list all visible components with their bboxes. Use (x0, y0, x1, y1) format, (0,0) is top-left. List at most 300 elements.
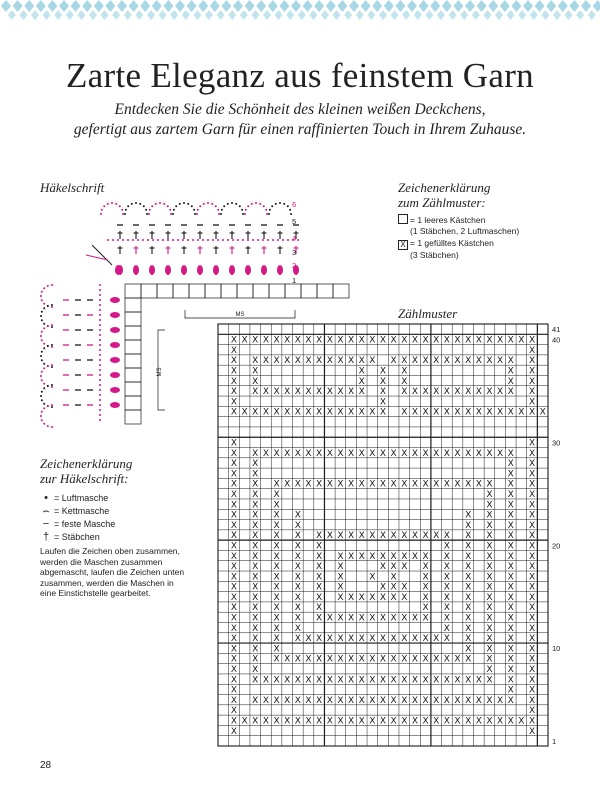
filled-cell: X (347, 634, 355, 645)
filled-cell: X (294, 572, 301, 583)
filled-cell: X (528, 716, 536, 727)
filled-cell: X (369, 335, 376, 346)
filled-cell: X (465, 510, 472, 521)
filled-cell: X (401, 695, 408, 706)
filled-cell: X (486, 448, 493, 459)
filled-cell: X (358, 531, 365, 542)
filled-cell: X (507, 695, 514, 706)
filled-cell: X (262, 356, 269, 367)
filled-cell: X (262, 716, 269, 727)
filled-cell: X (337, 531, 344, 542)
filled-cell: X (528, 644, 536, 655)
filled-cell: X (528, 376, 536, 387)
filled-cell: X (507, 644, 514, 655)
chart-heading: Zählmuster (398, 306, 458, 321)
crochet-legend-heading (40, 456, 132, 486)
filled-cell: X (379, 387, 387, 398)
filled-cell: X (358, 335, 365, 346)
filled-cell: X (401, 582, 408, 593)
filled-cell: X (230, 366, 238, 377)
filled-cell: X (486, 479, 493, 490)
filled-cell: X (347, 592, 355, 603)
filled-cell: X (507, 500, 514, 511)
filled-cell: X (486, 654, 493, 665)
filled-cell: X (401, 634, 408, 645)
filled-cell: X (305, 407, 312, 418)
filled-cell: X (230, 459, 238, 470)
filled-cell: X (230, 387, 238, 398)
filled-cell: X (273, 695, 280, 706)
filled-cell: X (475, 335, 482, 346)
ms-label: MS (157, 367, 163, 377)
filled-cell: X (486, 665, 493, 676)
page-number: 28 (40, 760, 52, 771)
filled-box-icon: X (398, 240, 408, 250)
filled-cell: X (358, 695, 365, 706)
filled-cell: X (369, 675, 376, 686)
filled-cell: X (273, 654, 280, 665)
filled-cell: X (528, 397, 536, 408)
filled-cell: X (528, 345, 536, 356)
filled-cell: X (252, 675, 259, 686)
filled-cell: X (358, 448, 365, 459)
filled-cell: X (273, 448, 280, 459)
filled-cell: X (507, 572, 514, 583)
filled-cell: X (486, 613, 493, 624)
filled-cell: X (273, 335, 280, 346)
filled-cell: X (528, 510, 536, 521)
filled-cell: X (379, 675, 387, 686)
crochet-legend-note: Laufen die Zeichen oben zusammen, werden die Maschen zusammen abgemascht, laufen die Zeichen unten zusammen, werden die Maschen in eine Einstichstelle gearbeitet. (40, 546, 185, 598)
filled-cell: X (443, 356, 450, 367)
filled-cell: X (507, 531, 514, 542)
crochet-legend-list (40, 492, 115, 544)
filled-cell: X (316, 479, 323, 490)
filled-cell: X (528, 654, 536, 665)
filled-cell: X (230, 356, 238, 367)
slip-stitch-icon: ⌢ (42, 505, 50, 517)
filled-cell: X (486, 520, 493, 531)
filled-cell: X (337, 695, 344, 706)
filled-cell: X (294, 623, 301, 634)
filled-cell: X (433, 356, 440, 367)
filled-cell: X (486, 551, 493, 562)
filled-cell: X (230, 695, 238, 706)
filled-cell: X (273, 500, 280, 511)
filled-cell: X (230, 562, 238, 573)
filled-cell: X (337, 562, 344, 573)
filled-cell: X (252, 356, 259, 367)
filled-cell: X (369, 654, 376, 665)
crochet-row-number: 6 (292, 200, 297, 209)
chart-row-label: 10 (552, 644, 561, 654)
grid-legend-heading-line1: Zeichenerklärung (398, 180, 491, 195)
filled-cell: X (475, 675, 482, 686)
filled-cell: X (422, 613, 429, 624)
filled-cell: X (316, 448, 323, 459)
filled-cell: X (507, 520, 514, 531)
filled-cell: X (262, 335, 269, 346)
legend-item-chain (40, 492, 115, 505)
chart-row-label: 20 (552, 541, 561, 551)
filled-cell: X (390, 613, 397, 624)
filled-cell: X (539, 407, 546, 418)
filled-cell: X (347, 654, 355, 665)
filled-cell: X (252, 665, 259, 676)
filled-cell: X (230, 490, 238, 501)
filled-cell: X (465, 551, 472, 562)
filled-cell: X (507, 654, 514, 665)
filled-cell: X (422, 335, 429, 346)
filled-cell: X (390, 572, 397, 583)
filled-cell: X (390, 695, 397, 706)
filled-cell: X (294, 335, 301, 346)
filled-cell: X (411, 335, 419, 346)
filled-cell: X (273, 479, 280, 490)
filled-cell: X (486, 623, 493, 634)
filled-cell: X (390, 479, 397, 490)
filled-cell: X (465, 634, 472, 645)
filled-cell: X (379, 479, 387, 490)
filled-cell: X (273, 716, 280, 727)
filled-cell: X (422, 531, 429, 542)
filled-cell: X (390, 675, 397, 686)
filled-cell: X (411, 448, 419, 459)
filled-cell: X (252, 469, 259, 480)
filled-cell: X (273, 634, 280, 645)
filled-cell: X (528, 490, 536, 501)
filled-cell: X (230, 582, 238, 593)
filled-cell: X (528, 623, 536, 634)
filled-cell: X (401, 551, 408, 562)
filled-cell: X (262, 387, 269, 398)
filled-cell: X (347, 716, 355, 727)
filled-cell: X (262, 675, 269, 686)
filled-cell: X (252, 654, 259, 665)
filled-cell: X (294, 562, 301, 573)
filled-cell: X (486, 582, 493, 593)
filled-cell: X (465, 562, 472, 573)
double-crochet-icon: † (42, 531, 50, 543)
filled-cell: X (326, 716, 333, 727)
crochet-row-number: 2 (292, 261, 297, 270)
filled-cell: X (454, 479, 461, 490)
filled-cell: X (422, 448, 429, 459)
filled-cell: X (294, 531, 301, 542)
filled-cell: X (252, 623, 259, 634)
filled-cell: X (401, 716, 408, 727)
legend-filled-line1: = 1 gefülltes Kästchen (410, 238, 494, 248)
filled-cell: X (273, 675, 280, 686)
filled-cell: X (379, 716, 387, 727)
filled-cell: X (401, 613, 408, 624)
filled-cell: X (230, 397, 238, 408)
filled-cell: X (326, 654, 333, 665)
filled-cell: X (337, 356, 344, 367)
filled-cell: X (326, 675, 333, 686)
filled-cell: X (465, 603, 472, 614)
filled-cell: X (305, 387, 312, 398)
filled-cell: X (347, 531, 355, 542)
filled-cell: X (486, 634, 493, 645)
filled-cell: X (528, 520, 536, 531)
filled-cell: X (507, 469, 514, 480)
filled-cell: X (347, 479, 355, 490)
filled-cell: X (497, 407, 504, 418)
filled-cell: X (433, 335, 440, 346)
filled-cell: X (230, 716, 238, 727)
filled-cell: X (486, 407, 493, 418)
filled-cell: X (465, 582, 472, 593)
filled-cell: X (294, 541, 301, 552)
filled-cell: X (294, 716, 301, 727)
filled-cell: X (230, 654, 238, 665)
filled-cell: X (294, 613, 301, 624)
filled-cell: X (252, 613, 259, 624)
filled-cell: X (465, 387, 472, 398)
filled-cell: X (465, 356, 472, 367)
filled-cell: X (252, 634, 259, 645)
filled-cell: X (507, 665, 514, 676)
grid-legend-heading-line2: zum Zählmuster: (398, 195, 486, 210)
filled-cell: X (390, 531, 397, 542)
filled-cell: X (443, 592, 450, 603)
filled-cell: X (379, 634, 387, 645)
filled-cell: X (241, 407, 248, 418)
filled-cell: X (326, 387, 333, 398)
filled-cell: X (358, 479, 365, 490)
filled-cell: X (294, 520, 301, 531)
filled-cell: X (284, 356, 291, 367)
filled-cell: X (316, 387, 323, 398)
filled-cell: X (390, 654, 397, 665)
filled-cell: X (305, 335, 312, 346)
filled-cell: X (422, 551, 429, 562)
filled-cell: X (262, 407, 269, 418)
filled-cell: X (433, 695, 440, 706)
filled-cell: X (252, 366, 259, 377)
filled-cell: X (507, 551, 514, 562)
filled-cell: X (422, 695, 429, 706)
filled-cell: X (230, 345, 238, 356)
filled-cell: X (443, 654, 450, 665)
filled-cell: X (379, 551, 387, 562)
filled-cell: X (294, 592, 301, 603)
filled-cell: X (475, 356, 482, 367)
filled-cell: X (443, 531, 450, 542)
filled-cell: X (528, 582, 536, 593)
filled-cell: X (528, 613, 536, 624)
filled-cell: X (294, 479, 301, 490)
filled-cell: X (305, 654, 312, 665)
filled-cell: X (528, 562, 536, 573)
legend-item-label: = feste Masche (54, 519, 116, 529)
filled-cell: X (486, 356, 493, 367)
filled-cell: X (528, 438, 536, 449)
filled-cell: X (316, 716, 323, 727)
filled-cell: X (507, 623, 514, 634)
filled-cell: X (294, 356, 301, 367)
filled-cell: X (465, 541, 472, 552)
filled-cell: X (443, 335, 450, 346)
filled-cell: X (326, 634, 333, 645)
filled-cell: X (475, 387, 482, 398)
filled-cell: X (326, 613, 333, 624)
page-title: Zarte Eleganz aus feinstem Garn (66, 56, 534, 95)
filled-cell: X (358, 366, 365, 377)
filled-cell: X (326, 531, 333, 542)
filled-cell: X (422, 634, 429, 645)
filled-cell: X (465, 335, 472, 346)
filled-cell: X (252, 531, 259, 542)
filled-cell: X (486, 675, 493, 686)
filled-cell: X (252, 500, 259, 511)
filled-cell: X (528, 726, 536, 737)
filled-cell: X (316, 562, 323, 573)
filled-cell: X (337, 407, 344, 418)
filled-cell: X (486, 695, 493, 706)
filled-cell: X (454, 356, 461, 367)
filled-cell: X (230, 541, 238, 552)
filled-cell: X (528, 603, 536, 614)
filled-cell: X (411, 675, 419, 686)
filled-cell: X (486, 572, 493, 583)
filled-cell: X (316, 634, 323, 645)
filled-cell: X (230, 531, 238, 542)
filled-cell: X (486, 510, 493, 521)
filled-cell: X (528, 572, 536, 583)
filled-cell: X (230, 634, 238, 645)
filled-cell: X (294, 695, 301, 706)
filled-cell: X (273, 510, 280, 521)
filled-cell: X (252, 387, 259, 398)
filled-cell: X (379, 592, 387, 603)
filled-cell: X (230, 438, 238, 449)
filled-cell: X (230, 665, 238, 676)
filled-cell: X (401, 376, 408, 387)
filled-cell: X (230, 706, 238, 717)
filled-cell: X (337, 572, 344, 583)
filled-cell: X (411, 613, 419, 624)
filled-cell: X (507, 356, 514, 367)
filled-cell: X (507, 716, 514, 727)
filled-cell: X (230, 407, 238, 418)
filled-cell: X (528, 448, 536, 459)
filled-cell: X (465, 572, 472, 583)
filled-cell: X (507, 335, 514, 346)
filled-cell: X (465, 479, 472, 490)
filled-cell: X (433, 479, 440, 490)
filled-cell: X (528, 479, 536, 490)
subtitle-line-2: gefertigt aus zartem Garn für einen raffinierten Touch in Ihrem Zuhause. (73, 121, 527, 138)
filled-cell: X (401, 335, 408, 346)
filled-cell: X (273, 541, 280, 552)
filled-cell: X (252, 448, 259, 459)
filled-cell: X (241, 716, 248, 727)
filled-cell: X (294, 634, 301, 645)
chart-row-label: 41 (552, 325, 561, 335)
filled-cell: X (528, 551, 536, 562)
filled-cell: X (475, 695, 482, 706)
filled-cell: X (369, 448, 376, 459)
filled-cell: X (230, 510, 238, 521)
filled-cell: X (528, 387, 536, 398)
filled-cell: X (422, 479, 429, 490)
filled-cell: X (390, 335, 397, 346)
filled-cell: X (497, 356, 504, 367)
filled-cell: X (284, 407, 291, 418)
ms-label: MS (235, 312, 245, 318)
filled-cell: X (347, 448, 355, 459)
filled-cell: X (507, 479, 514, 490)
filled-cell: X (230, 726, 238, 737)
filled-cell: X (507, 582, 514, 593)
filled-cell: X (486, 335, 493, 346)
filled-cell: X (347, 407, 355, 418)
filled-cell: X (284, 654, 291, 665)
filled-cell: X (326, 695, 333, 706)
filled-cell: X (273, 490, 280, 501)
filled-cell: X (528, 634, 536, 645)
filled-cell: X (422, 716, 429, 727)
filled-cell: X (401, 479, 408, 490)
filled-cell: X (379, 531, 387, 542)
filled-cell: X (305, 448, 312, 459)
filled-cell: X (305, 634, 312, 645)
filled-cell: X (316, 654, 323, 665)
filled-cell: X (390, 716, 397, 727)
filled-cell: X (316, 335, 323, 346)
filled-cell: X (465, 695, 472, 706)
filled-cell: X (411, 695, 419, 706)
filled-cell: X (379, 376, 387, 387)
filled-cell: X (454, 695, 461, 706)
filled-cell: X (294, 407, 301, 418)
filled-cell: X (475, 479, 482, 490)
filled-cell: X (422, 654, 429, 665)
filled-cell: X (273, 551, 280, 562)
filled-cell: X (507, 592, 514, 603)
filled-cell: X (507, 448, 514, 459)
filled-cell: X (390, 562, 397, 573)
filled-cell: X (486, 644, 493, 655)
filled-cell: X (465, 654, 472, 665)
filled-cell: X (507, 407, 514, 418)
filled-cell: X (379, 448, 387, 459)
filled-cell: X (401, 407, 408, 418)
filled-cell: X (401, 387, 408, 398)
filled-cell: X (443, 716, 450, 727)
filled-cell: X (347, 335, 355, 346)
filled-cell: X (252, 459, 259, 470)
filled-cell: X (252, 572, 259, 583)
filled-cell: X (230, 500, 238, 511)
filled-cell: X (358, 654, 365, 665)
filled-cell: X (443, 407, 450, 418)
filled-cell: X (443, 623, 450, 634)
filled-cell: X (507, 613, 514, 624)
filled-cell: X (390, 551, 397, 562)
filled-cell: X (507, 562, 514, 573)
filled-cell: X (316, 531, 323, 542)
filled-cell: X (433, 387, 440, 398)
filled-cell: X (528, 541, 536, 552)
legend-item-label: = Kettmasche (54, 506, 110, 516)
filled-cell: X (252, 510, 259, 521)
filled-cell: X (401, 448, 408, 459)
filled-cell: X (252, 592, 259, 603)
filled-cell: X (443, 448, 450, 459)
